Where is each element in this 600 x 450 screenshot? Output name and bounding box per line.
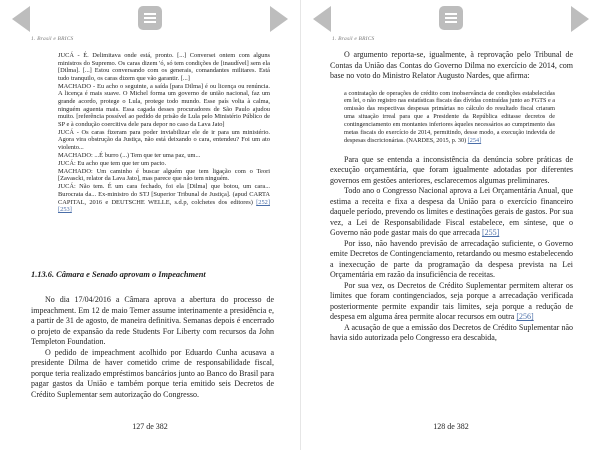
- footnote-link[interactable]: [252]: [256, 198, 270, 206]
- quote-line: JUCÁ: Não tem. É um cara fechado, foi ela [Dilma] que botou, um cara... Burocrata da... Ex-ministro do STJ [Superior Tribunal de Justiça]. (apud CARTA CAPITAL, 2016 e DEUTSCHE WELLE, s.d.p, colchetes dos editores) [252] [253]: [58, 183, 270, 214]
- running-header: 1. Brasil e BRICS: [332, 36, 375, 42]
- quote-line: JUCÁ - É. Delimitava onde está, pronto. [...] Conversei ontem com alguns ministros do Supremo. Os caras dizem 'ó, só tem condições de [inaudível] sem ela [Dilma]. [...] Estou conversando com os generais, comandantes militares. Está tudo tranquilo, os caras dizem que vão garantir. [...]: [58, 52, 270, 82]
- footnote-link[interactable]: [253]: [58, 206, 72, 214]
- prev-page-icon[interactable]: [313, 6, 331, 32]
- left-toolbar: [0, 6, 300, 36]
- page-number: 127 de 382: [132, 422, 168, 431]
- quote-line: JUCÁ: Eu acho que tem que ter um pacto.: [58, 159, 167, 167]
- next-page-icon[interactable]: [270, 6, 288, 32]
- prev-page-icon[interactable]: [12, 6, 30, 32]
- body-paragraph: O pedido de impeachment acolhido por Eduardo Cunha acusava a presidente Dilma de haver cometido crime de responsabilidade fiscal, porque teria realizado empréstimos bancários junto ao Banco do Brasil para pagar gastos da União e também porque teria emitido seis Decretos de Crédito Suplementar sem autorização do Congresso.: [31, 347, 274, 399]
- body-paragraph: Por sua vez, os Decretos de Crédito Suplementar permitem alterar os limites que foram contingenciados, seja porque a arrecadação verificada posteriormente permite expandir tais limites, seja porque a redução de despesa em alguma área permite alocar recursos em outra [256]: [330, 280, 573, 322]
- footnote-link[interactable]: [255]: [481, 228, 500, 238]
- running-header: 1. Brasil e BRICS: [31, 36, 74, 42]
- quote-line: JUCÁ - Os caras fizeram para poder inviabilizar ele de ir para um ministério. Agora vira obstrução da Justiça, não está deixando o cara, entendeu? Foi um ato violento...: [58, 128, 270, 151]
- menu-icon[interactable]: [138, 6, 162, 30]
- dialogue-quote: [58, 52, 270, 214]
- footnote-link[interactable]: [254]: [467, 136, 482, 144]
- quote-line: MACHADO: Um caminho é buscar alguém que tem ligação com o Teori [Zavascki, relator da Lava Jato], mas parece que não tem ninguém.: [58, 167, 270, 183]
- body-paragraph: No dia 17/04/2016 a Câmara aprova a abertura do processo de impeachment. Em 12 de maio Temer assume interinamente a presidência e, a partir de 31 de agosto, de maneira definitiva. Semanas depois é encerrado o projeto de expansão da rede Students For Liberty com recursos da John Templeton Foundation.: [31, 295, 274, 346]
- block-quote: a contratação de operações de crédito com inobservância de condições estabelecidas em lei, o não registro nas estatísticas fiscais das dívidas contraídas junto ao FGTS e a omissão das respectivas despesas primárias no cálculo do resultado fiscal criaram uma situação irreal para que a Presidente da República editasse decretos de contingenciamento em montantes inferiores àqueles necessários ao cumprimento das metas fiscais do exercício de 2014, permitindo, desse modo, a execução indevida de despesas discricionárias. (NARDES, 2015, p. 30) [254]: [344, 89, 556, 144]
- right-toolbar: [301, 6, 600, 36]
- body-paragraph: Para que se entenda a inconsistência da denúncia sobre práticas de execução orçamentária, que foram igualmente adotadas por diferentes governos em gestões anteriores, esclarecemos algumas preliminares.: [330, 154, 573, 185]
- body-paragraph: A acusação de que a emissão dos Decretos de Crédito Suplementar não havia sido autorizada pelo Congresso era descabida,: [330, 322, 573, 343]
- quote-line: MACHADO - Eu acho o seguinte, a saída [para Dilma] é ou licença ou renúncia. A licença é mais suave. O Michel forma um governo de união nacional, faz um grande acordo, protege o Lula, protege todo mundo. Esse país volta à calma, ninguém aguenta mais. Essa cagada desses procuradores de São Paulo ajudou muito. [referência possível ao pedido de prisão de Lula pelo Ministério Público de SP e à condução coercitiva dele para depor no caso da Lava Jato]: [58, 82, 270, 128]
- menu-icon[interactable]: [439, 6, 463, 30]
- body-paragraph: Por isso, não havendo previsão de arrecadação suficiente, o Governo emite Decretos de Contingenciamento, retardando ou mesmo estabelecendo a inexecução de parte da programação da despesa prevista na Lei Orçamentária em razão da insuficiência de receitas.: [330, 238, 573, 280]
- body-paragraph: Todo ano o Congresso Nacional aprova a Lei Orçamentária Anual, que estima a receita e fixa a despesa da União para o exercício financeiro daquele período, prevendo os limites e destinações gerais de gastos. Por sua vez, a Lei de Responsabilidade Fiscal estabelece, em síntese, que o Governo não pode gastar mais do que arrecada [255]: [330, 186, 573, 238]
- page-body: [330, 50, 573, 344]
- right-page: [300, 0, 600, 450]
- section-title: 1.13.6. Câmara e Senado aprovam o Impeachment: [31, 270, 206, 279]
- footnote-link[interactable]: [256]: [516, 312, 534, 322]
- section-body: [31, 295, 274, 400]
- quote-line: MACHADO: ...É burro (...) Tem que ter uma paz, um...: [58, 151, 201, 159]
- next-page-icon[interactable]: [571, 6, 589, 32]
- body-paragraph: O argumento reporta-se, igualmente, à reprovação pelo Tribunal de Contas da União das Contas do Governo Dilma no exercício de 2014, com base no voto do Ministro Relator Augusto Nardes, que afirma:: [330, 50, 573, 80]
- page-number: 128 de 382: [433, 422, 469, 431]
